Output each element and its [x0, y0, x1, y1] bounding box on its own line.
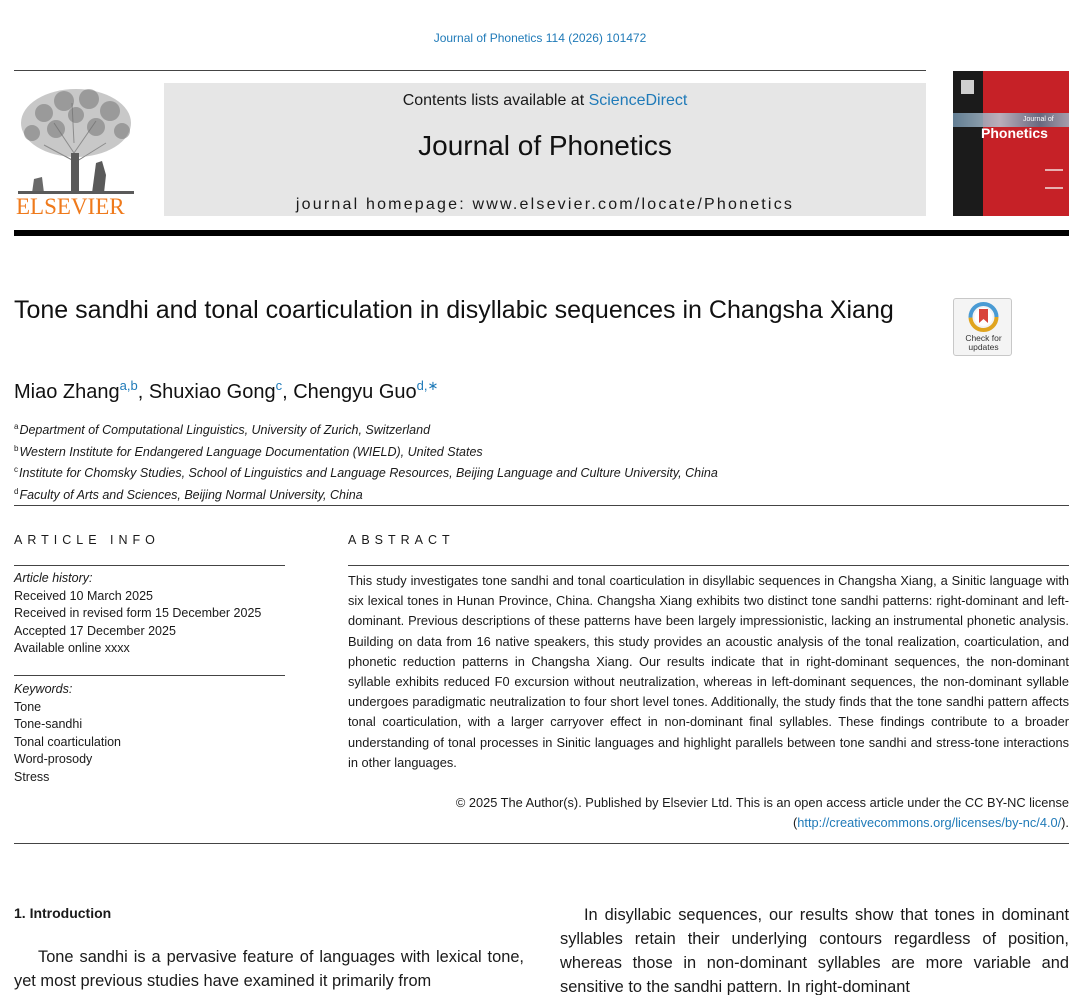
contents-line	[164, 92, 926, 110]
author-affil-ref[interactable]: d,∗	[416, 378, 439, 393]
article-history	[14, 570, 261, 658]
license-link[interactable]: http://creativecommons.org/licenses/by-nc/4.0/	[797, 815, 1062, 831]
top-divider	[14, 70, 926, 71]
keyword-item: Word-prosody	[14, 752, 93, 766]
affiliation-text: Institute for Chomsky Studies, School of Linguistics and Language Resources, Beijing Language and Culture University, China	[19, 466, 718, 481]
elsevier-wordmark[interactable]: ELSEVIER	[16, 194, 125, 219]
author-name[interactable]: Miao Zhang	[14, 381, 120, 403]
author-affil-ref[interactable]: a,b	[119, 378, 138, 393]
affiliation-item	[14, 483, 718, 505]
contents-prefix: Contents lists available at	[402, 92, 589, 109]
author-separator: ,	[137, 381, 149, 403]
affiliation-list	[14, 418, 718, 504]
author-affil-ref[interactable]: c	[275, 378, 283, 393]
history-label: Article history:	[14, 571, 93, 585]
author-name[interactable]: Chengyu Guo	[293, 381, 417, 403]
journal-cover-thumbnail[interactable]	[953, 71, 1069, 216]
keyword-item: Tone-sandhi	[14, 717, 83, 731]
license-text: © 2025 The Author(s). Published by Elsevier Ltd. This is an open access article under the CC BY-NC license	[455, 795, 1069, 810]
history-item: Received 10 March 2025	[14, 588, 153, 603]
cover-small-title: Journal of	[1023, 116, 1054, 123]
keyword-item: Tonal coarticulation	[14, 734, 122, 749]
body-paragraph-left: Tone sandhi is a pervasive feature of languages with lexical tone, yet most previous studies have examined it primarily from	[14, 948, 524, 990]
author-name[interactable]: Shuxiao Gong	[148, 381, 276, 403]
journal-name: Journal of Phonetics	[418, 130, 672, 161]
license-statement: © 2025 The Author(s). Published by Elsevier Ltd. This is an open access article under the CC BY-NC license (http://creativecommons.org/licenses/by-nc/4.0/).	[455, 795, 1069, 831]
keyword-list	[14, 681, 121, 786]
body-paragraph-right: In disyllabic sequences, our results show that tones in dominant syllables retain their underlying contours regardless of position, whereas those in non-dominant syllables are more variable and sensitive to the sandhi pattern. In right-dominant	[560, 906, 1069, 995]
affiliation-text: Faculty of Arts and Sciences, Beijing Normal University, China	[19, 487, 363, 502]
author-separator: ,	[282, 381, 294, 403]
check-for-updates-button[interactable]	[953, 298, 1012, 356]
check-updates-line2: updates	[968, 342, 999, 352]
journal-reference[interactable]: Journal of Phonetics 114 (2026) 101472	[433, 31, 647, 45]
affiliation-text: Department of Computational Linguistics, University of Zurich, Switzerland	[19, 423, 431, 437]
cover-decoration	[1045, 169, 1063, 189]
keyword-item: Tone	[14, 699, 42, 714]
article-info-heading: ARTICLE INFO	[14, 533, 160, 547]
info-divider	[14, 675, 285, 676]
abstract-divider	[348, 565, 1069, 566]
article-title: Tone sandhi and tonal coarticulation in disyllabic sequences in Changsha Xiang	[14, 296, 894, 324]
check-updates-line1: Check for	[965, 333, 1002, 343]
affiliation-item	[14, 461, 718, 483]
journal-homepage[interactable]: journal homepage: www.elsevier.com/locate/Phonetics	[295, 196, 795, 213]
cover-title: Phonetics	[981, 125, 1048, 141]
affiliation-key: a	[14, 422, 19, 431]
keywords-label: Keywords:	[14, 682, 73, 696]
history-item: Received in revised form 15 December 2025	[14, 606, 262, 620]
affiliation-item	[14, 418, 718, 440]
affiliation-key: d	[14, 486, 19, 496]
history-item: Accepted 17 December 2025	[14, 623, 176, 638]
header-thick-rule	[14, 230, 1069, 236]
history-item: Available online xxxx	[14, 641, 130, 655]
journal-masthead	[164, 83, 926, 216]
cover-logo-mark	[961, 80, 974, 94]
abstract-text: This study investigates tone sandhi and tonal coarticulation in disyllabic sequences in Changsha Xiang, a Sinitic language with six lexical tones in Hunan Province, China. Changsha Xiang exhibits two distinct tone sandhi patterns: right-dominant and left-dominant. Previous descriptions of these patterns have been largely impressionistic, lacking an instrumental phonetic analysis. Building on data from 16 native speakers, this study provides an acoustic analysis of the tonal realization, coarticulation, and phonetic reduction patterns in Changsha Xiang. Our results indicate that in right-dominant sequences, the non-dominant syllable exhibits reduced F0 excursion without neutralization, whereas in left-dominant sequences, the non-dominant syllable undergoes paradigmatic neutralization to four short level tones. Additionally, the study finds that the tone sandhi pattern affects tonal coarticulation, with a larger carryover effect in non-dominant final syllables. These findings contribute to a broader understanding of tonal processes in Sinitic languages and highlight parallels between tone sandhi and stress-tone interactions in other languages.	[348, 573, 1069, 770]
affiliation-key: b	[14, 443, 19, 453]
introduction-heading: 1. Introduction	[14, 905, 112, 921]
author-list	[14, 378, 438, 404]
affiliation-text: Western Institute for Endangered Language Documentation (WIELD), United States	[19, 444, 483, 459]
affiliation-key: c	[14, 465, 18, 475]
info-divider	[14, 565, 285, 566]
affiliation-item	[14, 440, 718, 462]
keyword-item: Stress	[14, 769, 50, 784]
sciencedirect-link[interactable]: ScienceDirect	[588, 92, 688, 109]
section-divider	[14, 505, 1069, 506]
front-matter-divider	[14, 843, 1069, 844]
abstract-heading: ABSTRACT	[348, 533, 455, 547]
check-updates-icon	[954, 299, 1013, 335]
